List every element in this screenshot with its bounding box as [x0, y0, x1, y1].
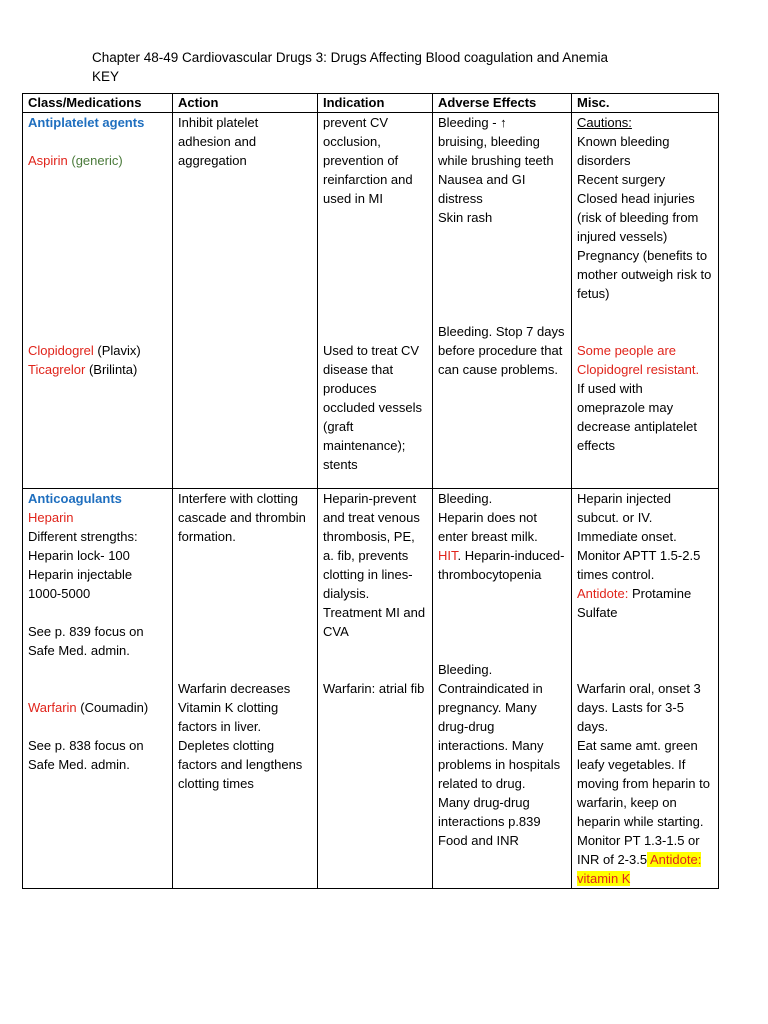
cell-class — [23, 113, 173, 489]
header-indication: Indication — [318, 94, 433, 113]
warfarin-indication: Warfarin: atrial fib — [323, 681, 425, 696]
cell-adverse — [433, 489, 572, 889]
header-class: Class/Medications — [23, 94, 173, 113]
table-row-antiplatelet — [23, 113, 719, 489]
class-label-anticoagulants: Anticoagulants — [28, 491, 122, 506]
header-misc: Misc. — [572, 94, 719, 113]
drug-table — [22, 93, 719, 889]
drug-name: Aspirin — [28, 153, 68, 168]
adverse-prefix: Bleeding - — [438, 115, 501, 130]
heparin-antidote — [577, 584, 713, 622]
cell-indication — [318, 113, 433, 489]
cell-action — [173, 113, 318, 489]
drug-brand: (Brilinta) — [88, 362, 138, 377]
drug-warfarin — [28, 698, 167, 717]
drug-clopidogrel — [28, 341, 167, 360]
cell-misc — [572, 489, 719, 889]
action-text: Interfere with clotting cascade and thrombin formation. — [178, 491, 306, 544]
header-action: Action — [173, 94, 318, 113]
drug-aspirin — [28, 151, 167, 170]
adverse-text — [438, 113, 566, 227]
title-line-2: KEY — [92, 69, 120, 84]
warfarin-action: Warfarin decreases Vitamin K clotting factors in liver. Depletes clotting factors and lengthens clotting times — [178, 681, 303, 791]
drug-name: Ticagrelor — [28, 362, 86, 377]
warfarin-misc — [577, 679, 713, 888]
cell-adverse — [433, 113, 572, 489]
warfarin-antidote: Antidote: vitamin K — [577, 852, 702, 886]
adverse-text — [438, 489, 566, 584]
heparin-details: Different strengths: Heparin lock- 100 Heparin injectable 1000-5000 — [28, 529, 138, 601]
action-text: Inhibit platelet adhesion and aggregation — [178, 115, 259, 168]
drug-name: Clopidogrel — [28, 343, 94, 358]
antidote-label: Antidote: — [577, 586, 629, 601]
hit-label: HIT — [438, 548, 458, 563]
indication-text: prevent CV occlusion, prevention of reinfarction and used in MI — [323, 115, 413, 206]
adverse-rest: bruising, bleeding while brushing teeth Nausea and GI distress Skin rash — [438, 134, 554, 225]
cell-misc — [572, 113, 719, 489]
clopidogrel-misc: If used with omeprazole may decrease antiplatelet effects — [577, 381, 697, 453]
drug-brand: (Plavix) — [97, 343, 141, 358]
clopidogrel-adverse: Bleeding. Stop 7 days before procedure that can cause problems. — [438, 324, 565, 377]
cautions-text: Known bleeding disorders Recent surgery Closed head injuries (risk of bleeding from injured vessels) Pregnancy (benefits to mother outweigh risk to fetus) — [577, 134, 712, 301]
warfarin-misc-text: Warfarin oral, onset 3 days. Lasts for 3-5 days. Eat same amt. green leafy vegetables. If moving from heparin to warfarin, keep on heparin while starting. Monitor PT 1.3-1.5 or INR of 2-3.5 — [577, 681, 710, 867]
warfarin-see-note: See p. 838 focus on Safe Med. admin. — [28, 738, 144, 772]
cell-action — [173, 489, 318, 889]
up-arrow-icon: ↑ — [500, 115, 507, 130]
header-row — [23, 94, 719, 113]
clopidogrel-resistance-note: Some people are Clopidogrel resistant. — [577, 343, 700, 377]
drug-brand: (Coumadin) — [80, 700, 149, 715]
warfarin-adverse: Bleeding. Contraindicated in pregnancy. Many drug-drug interactions. Many problems in hospitals related to drug. Many drug-drug interactions p.839 Food and INR — [438, 662, 561, 848]
adverse-part-1: Bleeding. Heparin does not enter breast milk. — [438, 491, 538, 544]
clopidogrel-indication: Used to treat CV disease that produces occluded vessels (graft maintenance); stents — [323, 343, 422, 472]
cautions-heading: Cautions: — [577, 115, 632, 130]
document-title — [92, 48, 692, 86]
indication-text: Heparin-prevent and treat venous thrombosis, PE, a. fib, prevents clotting in lines-dialysis. Treatment MI and CVA — [323, 491, 426, 639]
title-line-1: Chapter 48-49 Cardiovascular Drugs 3: Drugs Affecting Blood coagulation and Anemia — [92, 50, 609, 65]
header-adverse: Adverse Effects — [433, 94, 572, 113]
heparin-see-note: See p. 839 focus on Safe Med. admin. — [28, 624, 144, 658]
adverse-part-2: . Heparin-induced-thrombocytopenia — [438, 548, 565, 582]
table-row-anticoagulants — [23, 489, 719, 889]
antidote-value: Protamine Sulfate — [577, 586, 692, 620]
drug-name: Warfarin — [28, 700, 77, 715]
cell-class — [23, 489, 173, 889]
drug-heparin: Heparin — [28, 510, 74, 525]
drug-brand: (generic) — [71, 153, 123, 168]
cell-indication — [318, 489, 433, 889]
drug-ticagrelor — [28, 360, 167, 379]
class-label-antiplatelet: Antiplatelet agents — [28, 115, 145, 130]
heparin-misc: Heparin injected subcut. or IV. Immediate onset. Monitor APTT 1.5-2.5 times control. — [577, 491, 701, 582]
